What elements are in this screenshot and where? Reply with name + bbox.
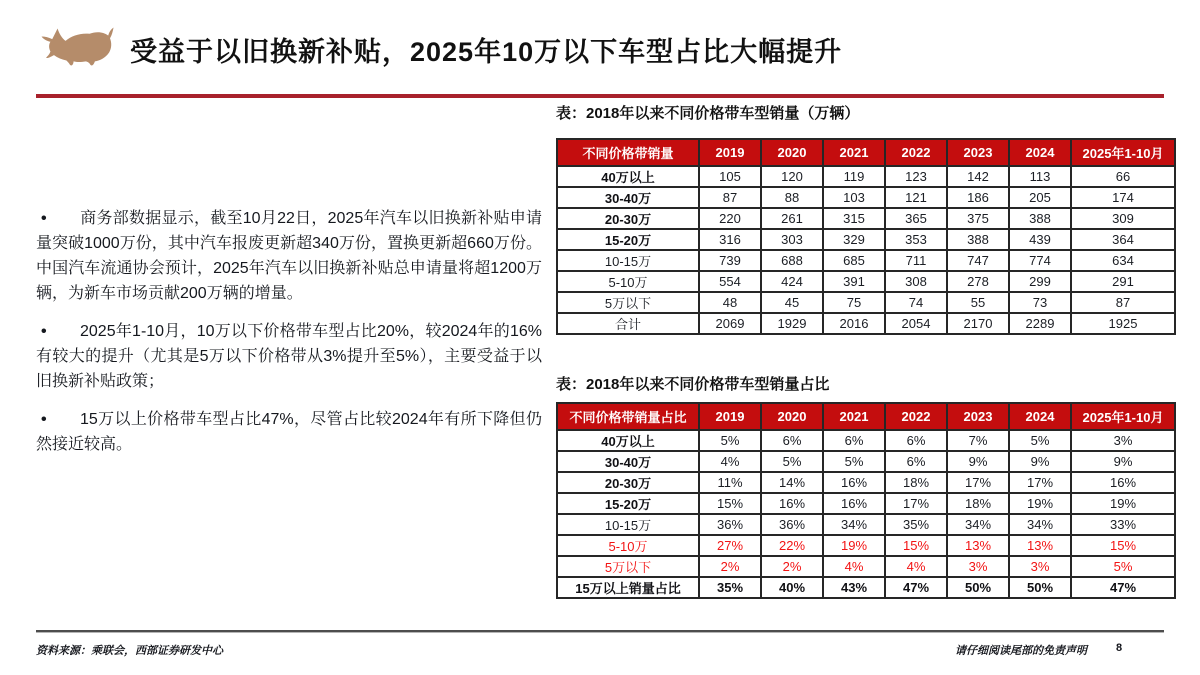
cell-value: 439 [1009, 229, 1071, 250]
row-label: 5万以下 [557, 292, 699, 313]
cell-value: 5% [1009, 430, 1071, 451]
table-header-row [557, 139, 1175, 166]
cell-value: 34% [823, 514, 885, 535]
cell-value: 2% [761, 556, 823, 577]
cell-value: 15% [699, 493, 761, 514]
cell-value: 16% [761, 493, 823, 514]
table2-title: 表：2018年以来不同价格带车型销量占比 [556, 376, 830, 393]
cell-value: 16% [823, 472, 885, 493]
row-label: 15-20万 [557, 229, 699, 250]
cell-value: 119 [823, 166, 885, 187]
table-row [557, 472, 1175, 493]
cell-value: 1925 [1071, 313, 1175, 334]
cell-value: 50% [947, 577, 1009, 598]
table-row [557, 493, 1175, 514]
row-label: 40万以上 [557, 430, 699, 451]
cell-value: 3% [1071, 430, 1175, 451]
cell-value: 15% [885, 535, 947, 556]
row-label: 30-40万 [557, 187, 699, 208]
cell-value: 388 [1009, 208, 1071, 229]
row-label: 20-30万 [557, 208, 699, 229]
cell-value: 17% [947, 472, 1009, 493]
bull-icon [38, 20, 118, 76]
cell-value: 120 [761, 166, 823, 187]
cell-value: 13% [1009, 535, 1071, 556]
table-row [557, 535, 1175, 556]
cell-value: 3% [1009, 556, 1071, 577]
bullet-paragraph [36, 407, 542, 457]
bullet-marker: • [41, 323, 47, 340]
cell-value: 6% [761, 430, 823, 451]
row-label: 30-40万 [557, 451, 699, 472]
column-header: 2020 [761, 403, 823, 430]
table-row [557, 577, 1175, 598]
row-label: 15万以上销量占比 [557, 577, 699, 598]
table-row [557, 313, 1175, 334]
cell-value: 186 [947, 187, 1009, 208]
cell-value: 424 [761, 271, 823, 292]
sales-volume-table [556, 138, 1176, 335]
cell-value: 87 [699, 187, 761, 208]
cell-value: 45 [761, 292, 823, 313]
cell-value: 15% [1071, 535, 1175, 556]
cell-value: 2069 [699, 313, 761, 334]
cell-value: 2170 [947, 313, 1009, 334]
table1-title: 表：2018年以来不同价格带车型销量（万辆） [556, 105, 860, 122]
table-header-row [557, 403, 1175, 430]
cell-value: 309 [1071, 208, 1175, 229]
column-header: 2020 [761, 139, 823, 166]
cell-value: 40% [761, 577, 823, 598]
row-label: 合计 [557, 313, 699, 334]
row-label: 15-20万 [557, 493, 699, 514]
cell-value: 33% [1071, 514, 1175, 535]
cell-value: 747 [947, 250, 1009, 271]
cell-value: 5% [699, 430, 761, 451]
cell-value: 6% [823, 430, 885, 451]
row-label: 40万以上 [557, 166, 699, 187]
cell-value: 7% [947, 430, 1009, 451]
cell-value: 634 [1071, 250, 1175, 271]
table-row [557, 271, 1175, 292]
cell-value: 388 [947, 229, 1009, 250]
bull-logo [38, 20, 118, 76]
bullet-marker: • [41, 411, 47, 428]
cell-value: 142 [947, 166, 1009, 187]
cell-value: 353 [885, 229, 947, 250]
cell-value: 73 [1009, 292, 1071, 313]
cell-value: 291 [1071, 271, 1175, 292]
cell-value: 17% [885, 493, 947, 514]
disclaimer-note: 请仔细阅读尾部的免责声明 [955, 645, 1087, 657]
cell-value: 34% [947, 514, 1009, 535]
cell-value: 105 [699, 166, 761, 187]
bullet-text: 2025年1-10月，10万以下价格带车型占比20%，较2024年的16%有较大的提升（尤其是5万以下价格带从3%提升至5%），主要受益于以旧换新补贴政策； [36, 323, 542, 390]
cell-value: 19% [823, 535, 885, 556]
cell-value: 308 [885, 271, 947, 292]
cell-value: 2% [699, 556, 761, 577]
cell-value: 34% [1009, 514, 1071, 535]
cell-value: 2016 [823, 313, 885, 334]
column-header: 2019 [699, 139, 761, 166]
cell-value: 375 [947, 208, 1009, 229]
cell-value: 2289 [1009, 313, 1071, 334]
cell-value: 303 [761, 229, 823, 250]
table-row [557, 229, 1175, 250]
row-label: 10-15万 [557, 514, 699, 535]
cell-value: 13% [947, 535, 1009, 556]
cell-value: 27% [699, 535, 761, 556]
table-row [557, 556, 1175, 577]
column-header: 2025年1-10月 [1071, 403, 1175, 430]
cell-value: 299 [1009, 271, 1071, 292]
source-note: 资料来源：乘联会，西部证券研发中心 [36, 645, 223, 657]
column-header: 2022 [885, 139, 947, 166]
cell-value: 87 [1071, 292, 1175, 313]
column-header: 2025年1-10月 [1071, 139, 1175, 166]
bullet-text: 商务部数据显示，截至10月22日，2025年汽车以旧换新补贴申请量突破1000万份，其中汽车报废更新超340万份，置换更新超660万份。中国汽车流通协会预计，2025年汽车以旧换新补贴总申请量将超1200万辆，为新车市场贡献200万辆的增量。 [36, 210, 542, 302]
cell-value: 36% [699, 514, 761, 535]
column-header: 2023 [947, 403, 1009, 430]
cell-value: 711 [885, 250, 947, 271]
cell-value: 74 [885, 292, 947, 313]
table-row [557, 250, 1175, 271]
cell-value: 4% [885, 556, 947, 577]
cell-value: 278 [947, 271, 1009, 292]
cell-value: 174 [1071, 187, 1175, 208]
cell-value: 6% [885, 451, 947, 472]
cell-value: 88 [761, 187, 823, 208]
cell-value: 11% [699, 472, 761, 493]
cell-value: 35% [885, 514, 947, 535]
cell-value: 16% [823, 493, 885, 514]
footer-divider [36, 630, 1164, 633]
cell-value: 739 [699, 250, 761, 271]
cell-value: 47% [1071, 577, 1175, 598]
column-header: 不同价格带销量占比 [557, 403, 699, 430]
table-row [557, 208, 1175, 229]
cell-value: 329 [823, 229, 885, 250]
cell-value: 19% [1009, 493, 1071, 514]
cell-value: 1929 [761, 313, 823, 334]
bullet-paragraph [36, 206, 542, 306]
cell-value: 22% [761, 535, 823, 556]
table-row [557, 514, 1175, 535]
cell-value: 36% [761, 514, 823, 535]
table-row [557, 292, 1175, 313]
column-header: 2022 [885, 403, 947, 430]
cell-value: 261 [761, 208, 823, 229]
summary-bullets [36, 206, 542, 470]
cell-value: 55 [947, 292, 1009, 313]
cell-value: 3% [947, 556, 1009, 577]
cell-value: 121 [885, 187, 947, 208]
table-row [557, 430, 1175, 451]
cell-value: 43% [823, 577, 885, 598]
cell-value: 123 [885, 166, 947, 187]
cell-value: 50% [1009, 577, 1071, 598]
cell-value: 5% [1071, 556, 1175, 577]
column-header: 2021 [823, 403, 885, 430]
table-row [557, 187, 1175, 208]
row-label: 5-10万 [557, 535, 699, 556]
cell-value: 18% [947, 493, 1009, 514]
cell-value: 16% [1071, 472, 1175, 493]
table-row [557, 451, 1175, 472]
cell-value: 9% [947, 451, 1009, 472]
column-header: 2021 [823, 139, 885, 166]
row-label: 5-10万 [557, 271, 699, 292]
cell-value: 688 [761, 250, 823, 271]
table-row [557, 166, 1175, 187]
cell-value: 4% [823, 556, 885, 577]
cell-value: 113 [1009, 166, 1071, 187]
column-header: 2024 [1009, 139, 1071, 166]
cell-value: 9% [1009, 451, 1071, 472]
row-label: 10-15万 [557, 250, 699, 271]
cell-value: 19% [1071, 493, 1175, 514]
cell-value: 75 [823, 292, 885, 313]
cell-value: 554 [699, 271, 761, 292]
cell-value: 103 [823, 187, 885, 208]
row-label: 20-30万 [557, 472, 699, 493]
cell-value: 685 [823, 250, 885, 271]
column-header: 不同价格带销量 [557, 139, 699, 166]
row-label: 5万以下 [557, 556, 699, 577]
cell-value: 391 [823, 271, 885, 292]
bullet-marker: • [41, 210, 47, 227]
cell-value: 2054 [885, 313, 947, 334]
page-title: 受益于以旧换新补贴，2025年10万以下车型占比大幅提升 [130, 37, 843, 67]
cell-value: 14% [761, 472, 823, 493]
cell-value: 35% [699, 577, 761, 598]
cell-value: 205 [1009, 187, 1071, 208]
cell-value: 17% [1009, 472, 1071, 493]
cell-value: 316 [699, 229, 761, 250]
cell-value: 47% [885, 577, 947, 598]
column-header: 2023 [947, 139, 1009, 166]
column-header: 2024 [1009, 403, 1071, 430]
cell-value: 6% [885, 430, 947, 451]
cell-value: 364 [1071, 229, 1175, 250]
cell-value: 66 [1071, 166, 1175, 187]
cell-value: 18% [885, 472, 947, 493]
cell-value: 315 [823, 208, 885, 229]
cell-value: 5% [761, 451, 823, 472]
page-number: 8 [1116, 642, 1123, 654]
column-header: 2019 [699, 403, 761, 430]
cell-value: 365 [885, 208, 947, 229]
title-divider [36, 94, 1164, 98]
cell-value: 220 [699, 208, 761, 229]
bullet-text: 15万以上价格带车型占比47%，尽管占比较2024年有所下降但仍然接近较高。 [36, 411, 542, 453]
cell-value: 774 [1009, 250, 1071, 271]
sales-share-table [556, 402, 1176, 599]
cell-value: 4% [699, 451, 761, 472]
cell-value: 9% [1071, 451, 1175, 472]
bullet-paragraph [36, 319, 542, 394]
cell-value: 48 [699, 292, 761, 313]
cell-value: 5% [823, 451, 885, 472]
